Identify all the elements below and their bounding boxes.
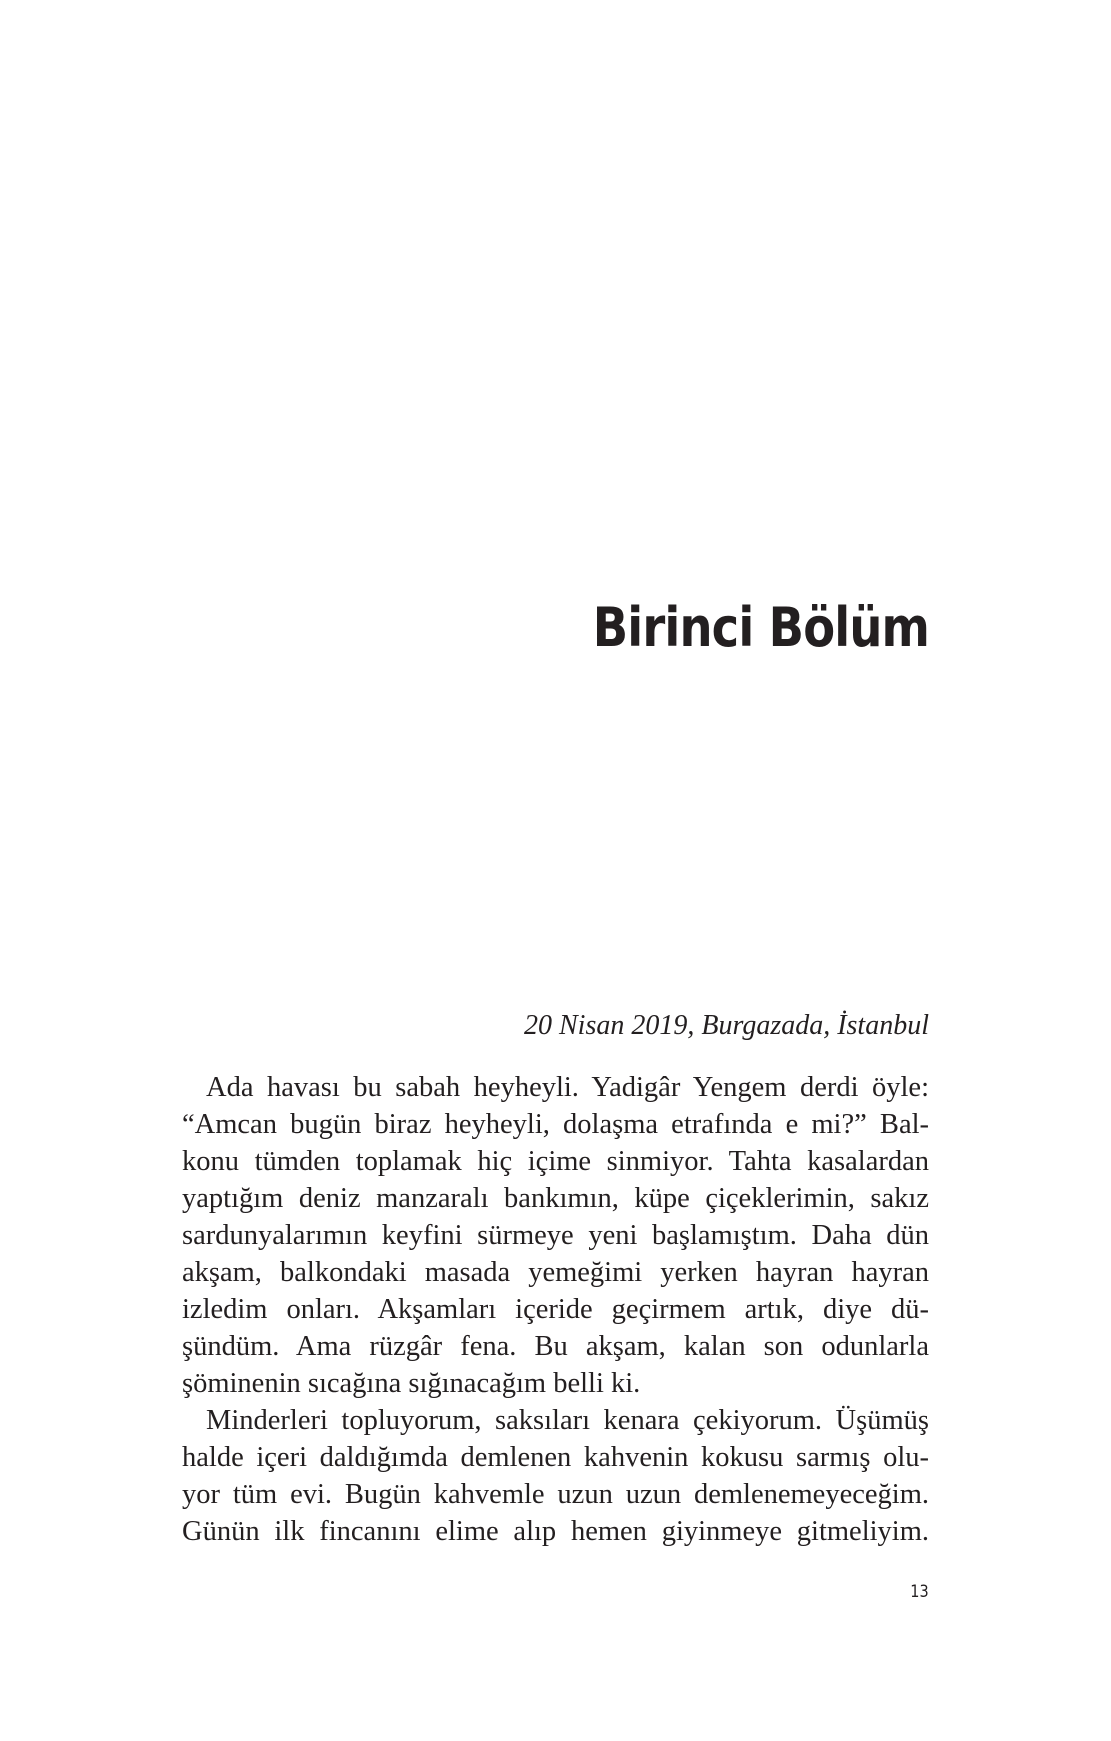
text-line: yaptığım deniz manzaralı bankımın, küpe çiçeklerimin, sakız xyxy=(182,1183,929,1214)
dateline: 20 Nisan 2019, Burgazada, İstanbul xyxy=(524,1010,929,1041)
text-line: yor tüm evi. Bugün kahvemle uzun uzun demlenemeyeceğim. xyxy=(182,1479,929,1510)
text-line: şündüm. Ama rüzgâr fena. Bu akşam, kalan son odunlarla xyxy=(182,1331,929,1362)
text-line: Ada havası bu sabah heyheyli. Yadigâr Yengem derdi öyle: xyxy=(206,1072,929,1103)
text-line: izledim onları. Akşamları içeride geçirmem artık, diye dü- xyxy=(182,1294,929,1325)
text-line: şöminenin sıcağına sığınacağım belli ki. xyxy=(182,1368,641,1399)
text-line: “Amcan bugün biraz heyheyli, dolaşma etrafında e mi?” Bal- xyxy=(182,1109,929,1140)
text-line: Günün ilk fincanını elime alıp hemen giyinmeye gitmeliyim. xyxy=(182,1516,929,1547)
text-line: konu tümden toplamak hiç içime sinmiyor. Tahta kasalardan xyxy=(182,1146,929,1177)
page-number: 13 xyxy=(910,1582,929,1602)
body-text xyxy=(182,1069,929,1550)
text-line: Minderleri topluyorum, saksıları kenara çekiyorum. Üşümüş xyxy=(206,1405,929,1436)
text-line: halde içeri daldığımda demlenen kahvenin kokusu sarmış olu- xyxy=(182,1442,929,1473)
chapter-title: Birinci Bölüm xyxy=(592,596,929,659)
paragraph-2 xyxy=(182,1402,929,1550)
paragraph-1 xyxy=(182,1069,929,1402)
text-line: sardunyalarımın keyfini sürmeye yeni başlamıştım. Daha dün xyxy=(182,1220,929,1251)
text-line: akşam, balkondaki masada yemeğimi yerken hayran hayran xyxy=(182,1257,929,1288)
